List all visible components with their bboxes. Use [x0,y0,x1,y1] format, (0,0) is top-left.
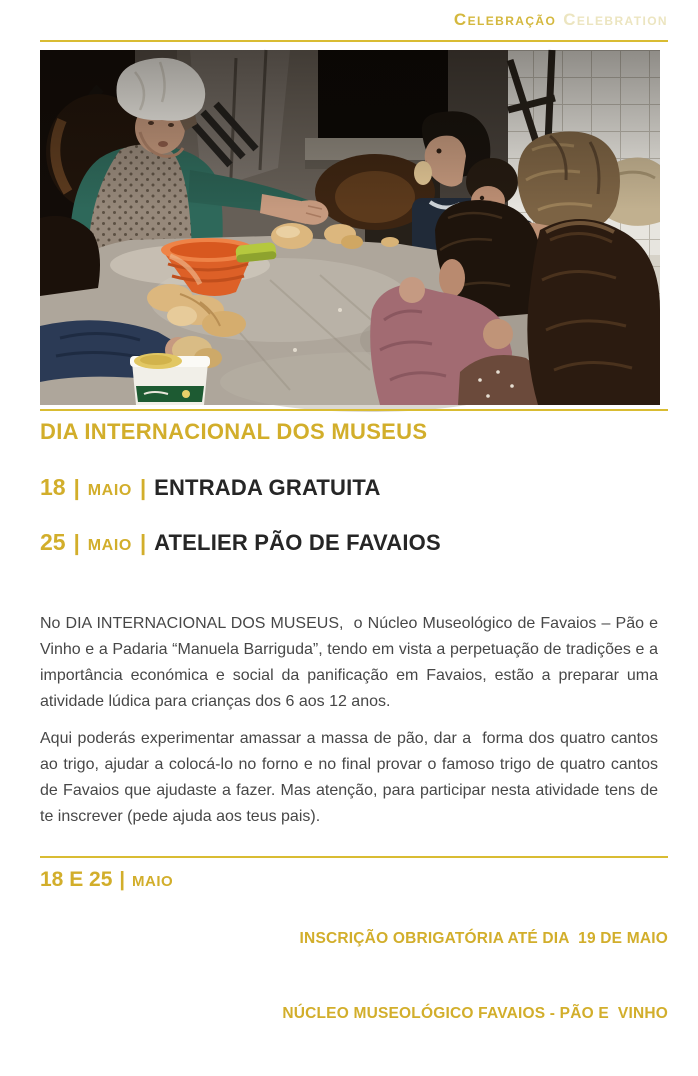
footer-dates-days: 18 E 25 [40,868,113,891]
separator: | [139,475,147,500]
event-line-25-maio [40,529,441,556]
body-paragraph-2: Aqui poderás experimentar amassar a massa de pão, dar a forma dos quatro cantos ao trigo, ajudar a colocá-lo no forno e no final provar o famoso trigo de quatro cantos de Favaios que ajudaste a fazer. Mas atenção, para participar nesta atividade tens de te inscrever (pede ajuda aos teus pais). [40,730,663,825]
event-day: 18 [40,474,66,500]
event-month: MAIO [87,482,132,499]
bread-workshop-photo [40,50,660,405]
separator: | [73,530,80,555]
header-title-en: Celebration [563,10,668,29]
body-text [40,611,663,841]
photo-illustration [40,50,660,405]
event-title: ENTRADA GRATUITA [154,475,381,500]
footer-divider [40,856,668,858]
footer-dates [40,868,173,892]
footer-note [282,876,668,1076]
page-title: DIA INTERNACIONAL DOS MUSEUS [40,419,428,444]
event-day: 25 [40,529,66,555]
event-line-18-maio [40,474,381,501]
header-title-pt: Celebração [453,10,557,29]
event-title: ATELIER PÃO DE FAVAIOS [154,530,441,555]
header-divider [40,40,668,42]
event-month: MAIO [87,537,132,554]
separator: | [73,475,80,500]
separator: | [119,869,126,891]
footer-dates-month: MAIO [132,873,174,890]
footer-note-line-1: INSCRIÇÃO OBRIGATÓRIA ATÉ DIA 19 DE MAIO [299,930,668,947]
footer-note-line-2: NÚCLEO MUSEOLÓGICO FAVAIOS - PÃO E VINHO [282,1005,668,1022]
body-paragraph-1: No DIA INTERNACIONAL DOS MUSEUS, o Núcleo Museológico de Favaios – Pão e Vinho e a Padaria “Manuela Barriguda”, tendo em vista a perpetuação de tradições e a importância económica e social da panificação em Favaios, estão a preparar uma atividade lúdica para crianças dos 6 aos 12 anos. [40,615,663,710]
page-header [454,10,668,30]
separator: | [139,530,147,555]
photo-divider [40,409,668,411]
